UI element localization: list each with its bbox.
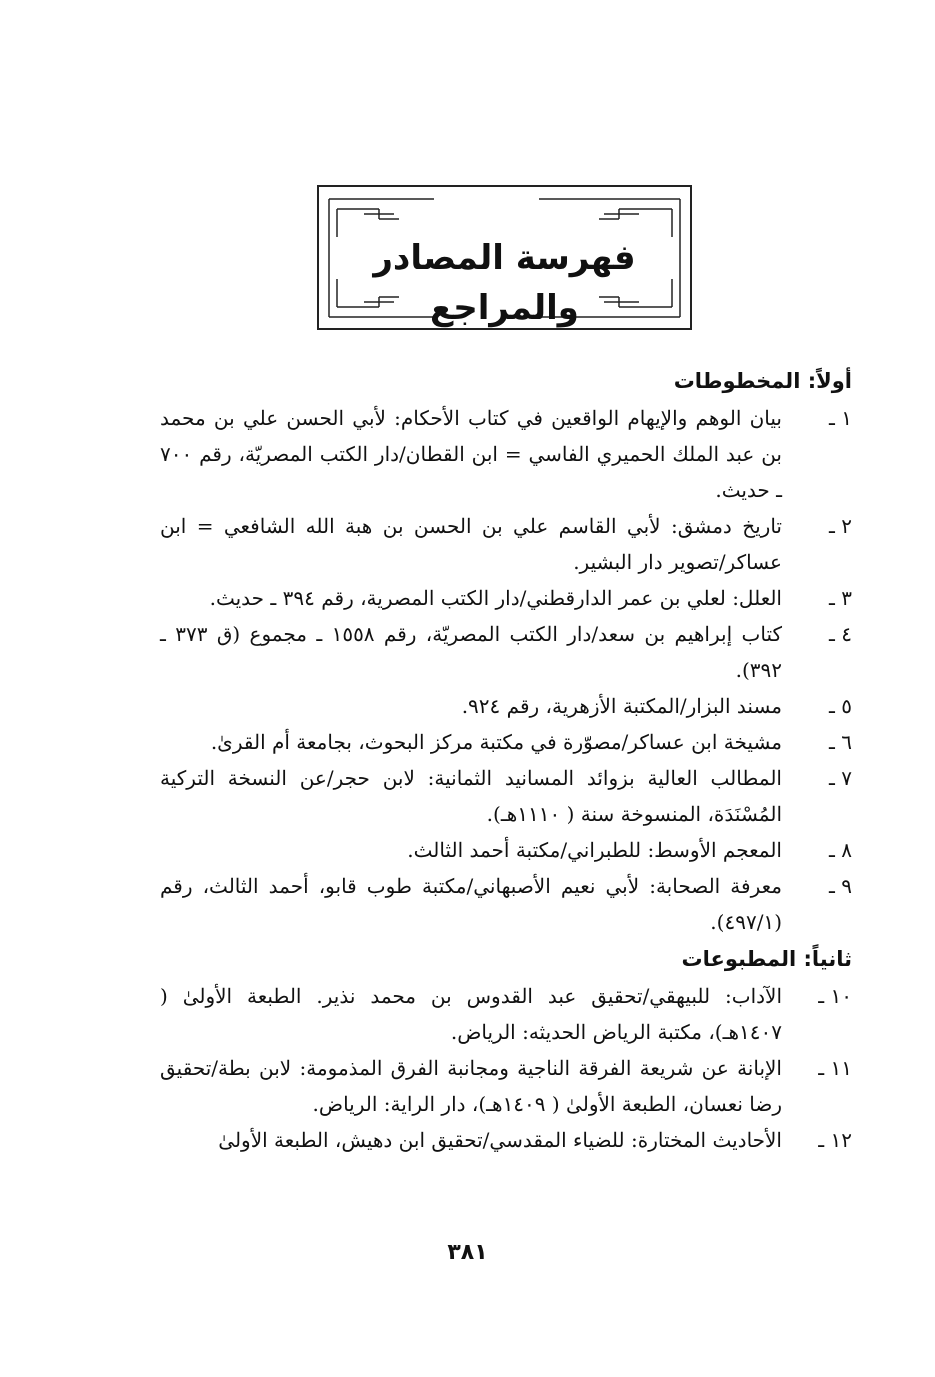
entry-number: ٨ ـ	[829, 838, 852, 862]
page-number: ٣٨١	[447, 1240, 488, 1265]
list-item	[160, 400, 852, 508]
section-heading-printed: ثانياً: المطبوعات	[681, 947, 852, 971]
entry-text: مشيخة ابن عساكر/مصوّرة في مكتبة مركز البحوث، بجامعة أم القرىٰ.	[210, 730, 782, 754]
list-item	[160, 978, 852, 1050]
section-heading-manuscripts: أولاً: المخطوطات	[673, 369, 852, 393]
entry-text: بيان الوهم والإيهام الواقعين في كتاب الأحكام: لأبي الحسن علي بن محمد بن عبد الملك الحميري الفاسي = ابن القطان/دار الكتب المصريّة، رقم ٧٠٠ ـ حديث.	[160, 406, 782, 502]
entry-number: ٥ ـ	[829, 694, 852, 718]
entry-text: المعجم الأوسط: للطبراني/مكتبة أحمد الثالث.	[407, 838, 782, 862]
entry-text: مسند البزار/المكتبة الأزهرية، رقم ٩٢٤.	[461, 694, 782, 718]
list-item	[160, 580, 852, 616]
list-item	[160, 616, 852, 688]
list-item	[160, 688, 852, 724]
entry-number: ٩ ـ	[829, 874, 852, 898]
page-title: فهرسة المصادر والمراجع	[373, 238, 636, 328]
entry-number: ٧ ـ	[829, 766, 852, 790]
entry-text: المطالب العالية بزوائد المسانيد الثمانية: لابن حجر/عن النسخة التركية المُسْنَدَة، المنسوخة سنة ( ١١١٠هـ).	[160, 766, 782, 826]
entry-number: ١١ ـ	[818, 1056, 852, 1080]
list-item	[160, 1050, 852, 1122]
list-item	[160, 724, 852, 760]
list-item	[160, 1122, 852, 1158]
entry-number: ١ ـ	[829, 406, 852, 430]
entry-number: ٣ ـ	[829, 586, 852, 610]
entry-text: معرفة الصحابة: لأبي نعيم الأصبهاني/مكتبة طوب قابو، أحمد الثالث، رقم (٤٩٧/١).	[160, 874, 782, 934]
entry-text: العلل: لعلي بن عمر الدارقطني/دار الكتب المصرية، رقم ٣٩٤ ـ حديث.	[209, 586, 782, 610]
entry-text: الأحاديث المختارة: للضياء المقدسي/تحقيق ابن دهيش، الطبعة الأولىٰ	[218, 1128, 782, 1152]
title-frame	[317, 185, 692, 330]
list-item	[160, 508, 852, 580]
bibliography-content	[160, 362, 852, 1158]
entry-number: ١٠ ـ	[818, 984, 852, 1008]
entry-number: ٢ ـ	[829, 514, 852, 538]
list-item	[160, 868, 852, 940]
entry-number: ١٢ ـ	[818, 1128, 852, 1152]
entry-number: ٦ ـ	[829, 730, 852, 754]
list-item	[160, 760, 852, 832]
entry-text: الإبانة عن شريعة الفرقة الناجية ومجانبة الفرق المذمومة: لابن بطة/تحقيق رضا نعسان، الطبعة الأولىٰ ( ١٤٠٩هـ)، دار الراية: الرياض.	[160, 1056, 782, 1116]
entry-text: كتاب إبراهيم بن سعد/دار الكتب المصريّة، رقم ١٥٥٨ ـ مجموع (ق ٣٧٣ ـ ٣٩٢).	[160, 622, 782, 682]
entry-number: ٤ ـ	[829, 622, 852, 646]
entry-text: تاريخ دمشق: لأبي القاسم علي بن الحسن بن هبة الله الشافعي = ابن عساكر/تصوير دار البشير.	[160, 514, 782, 574]
entry-text: الآداب: للبيهقي/تحقيق عبد القدوس بن محمد نذير. الطبعة الأولىٰ ( ١٤٠٧هـ)، مكتبة الرياض الحديثه: الرياض.	[160, 984, 782, 1044]
list-item	[160, 832, 852, 868]
